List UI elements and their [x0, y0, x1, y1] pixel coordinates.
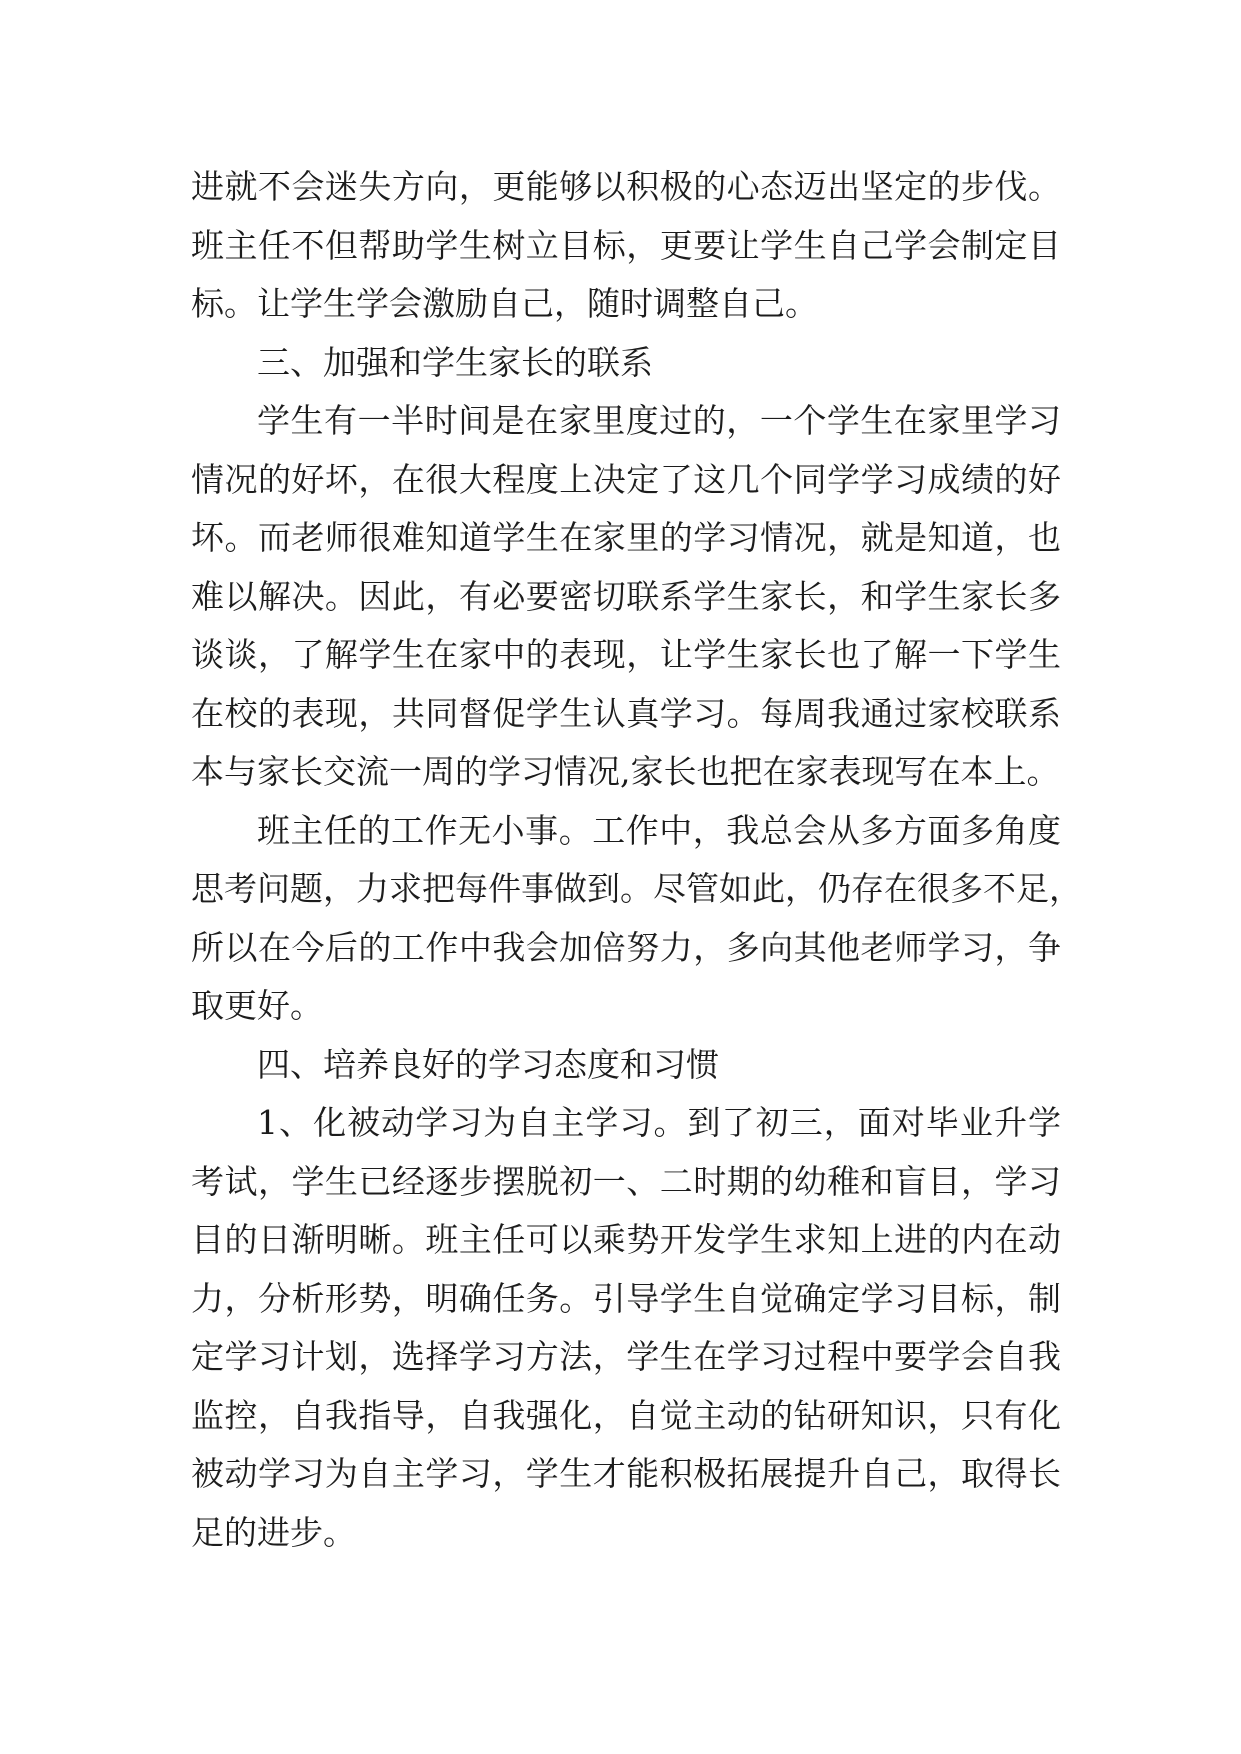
text-line: 被动学习为自主学习，学生才能积极拓展提升自己，取得长	[191, 1454, 1061, 1493]
text-line: 思考问题，力求把每件事做到。尽管如此，仍存在很多不足，	[191, 869, 1082, 908]
text-line: 定学习计划，选择学习方法，学生在学习过程中要学会自我	[191, 1337, 1061, 1376]
text-line: 监控，自我指导，自我强化，自觉主动的钻研知识，只有化	[191, 1395, 1061, 1435]
text-line: 班主任的工作无小事。工作中，我总会从多方面多角度	[257, 810, 1061, 850]
text-line: 力，分析形势，明确任务。引导学生自觉确定学习目标，制	[191, 1278, 1061, 1318]
paragraph-active-learning	[191, 1094, 1061, 1562]
heading-text: 三、加强和学生家长的联系	[257, 342, 653, 382]
text-line: 谈谈，了解学生在家中的表现，让学生家长也了解一下学生	[191, 635, 1061, 674]
heading-text: 四、培养良好的学习态度和习惯	[257, 1044, 719, 1084]
text-line: 班主任不但帮助学生树立目标，更要让学生自己学会制定目	[191, 225, 1061, 265]
text-line: 情况的好坏，在很大程度上决定了这几个同学学习成绩的好	[191, 459, 1061, 499]
text-line: 难以解决。因此，有必要密切联系学生家长，和学生家长多	[191, 576, 1061, 616]
text-line: 取更好。	[191, 986, 323, 1025]
text-line: 本与家长交流一周的学习情况,家长也把在家表现写在本上。	[191, 752, 1060, 791]
paragraph-continuation	[191, 158, 1061, 334]
text-line: 坏。而老师很难知道学生在家里的学习情况，就是知道，也	[191, 518, 1061, 557]
text-line: 在校的表现，共同督促学生认真学习。每周我通过家校联系	[191, 693, 1061, 733]
paragraph-parent-contact	[191, 392, 1061, 802]
text-line: 目的日渐明晰。班主任可以乘势开发学生求知上进的内在动	[191, 1220, 1061, 1259]
text-line: 学生有一半时间是在家里度过的，一个学生在家里学习	[257, 401, 1061, 440]
text-line: 所以在今后的工作中我会加倍努力，多向其他老师学习，争	[191, 927, 1061, 967]
text-line: 进就不会迷失方向，更能够以积极的心态迈出坚定的步伐。	[191, 167, 1061, 206]
text-line: 1、化被动学习为自主学习。到了初三，面对毕业升学	[257, 1103, 1061, 1142]
document-body	[191, 158, 1082, 1562]
section-heading-3	[191, 334, 1061, 393]
text-line: 考试，学生已经逐步摆脱初一、二时期的幼稚和盲目，学习	[191, 1161, 1061, 1201]
paragraph-teacher-work	[191, 802, 1082, 1036]
section-heading-4	[191, 1036, 1061, 1095]
text-line: 标。让学生学会激励自己，随时调整自己。	[191, 284, 818, 323]
text-line: 足的进步。	[191, 1512, 356, 1552]
